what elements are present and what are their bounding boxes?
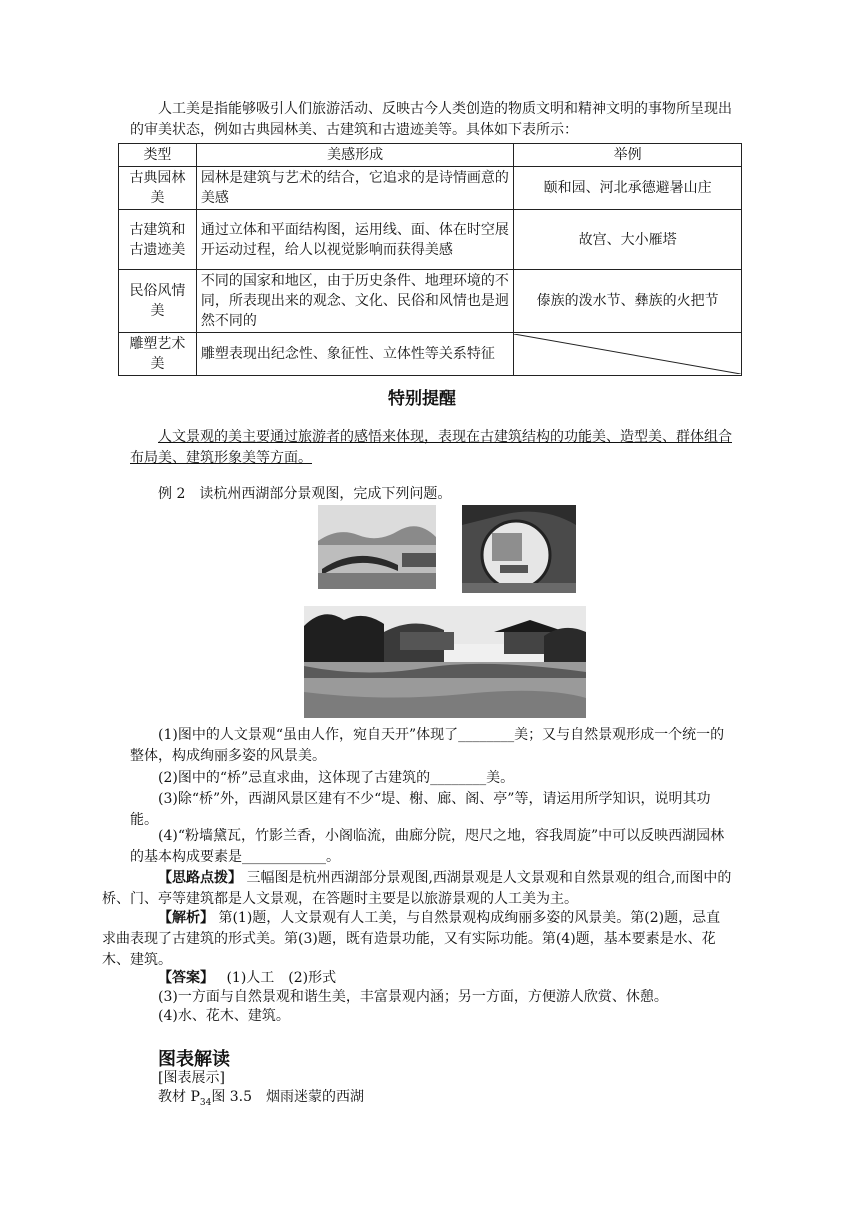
answer-3: (3)一方面与自然景观和谐生美，丰富景观内涵；另一方面，方便游人欣赏、休憩。 [158,989,668,1005]
question-4 [102,826,732,868]
table-cell-example: 傣族的泼水节、彝族的火把节 [514,270,742,333]
table-cell-form: 园林是建筑与艺术的结合，它追求的是诗情画意的美感 [196,167,513,210]
question-3 [102,789,732,831]
answer-4: (4)水、花木、建筑。 [158,1008,290,1024]
table-header: 美感形成 [196,144,513,167]
question-2: (2)图中的“桥”忌直求曲，这体现了古建筑的________美。 [158,770,515,786]
question-1-text: (1)图中的人文景观“虽由人作，宛自天开”体现了________美；又与自然景观形成一个统一的整体，构成绚丽多姿的风景美。 [130,727,725,764]
table-cell-form: 雕塑表现出纪念性、象征性、立体性等关系特征 [196,333,513,376]
chart-section-title: 图表解读 [158,1049,230,1070]
figure-caption [158,1087,364,1114]
answer-label: 【答案】 [158,970,214,986]
hint-text: 三幅图是杭州西湖部分景观图,西湖景观是人文景观和自然景观的组合,而图中的桥、门、亭等建筑都是人文景观，在答题时主要是以旅游景观的人工美为主。 [102,870,732,907]
table-cell-example: 故宫、大小雁塔 [514,210,742,270]
table-cell-type: 雕塑艺术美 [119,333,197,376]
analysis-label: 【解析】 [158,910,214,926]
intro-paragraph: 人工美是指能够吸引人们旅游活动、反映古今人类创造的物质文明和精神文明的事物所呈现出的审美状态，例如古典园林美、古建筑和古遗迹美等。具体如下表所示： [130,101,732,138]
reminder-text: 人文景观的美主要通过旅游者的感悟来体现，表现在古建筑结构的功能美、造型美、群体组合布局美、建筑形象美等方面。 [130,429,732,466]
table-header: 举例 [514,144,742,167]
artificial-beauty-table [118,143,742,376]
table-cell-type: 古典园林美 [119,167,197,210]
table-row [119,270,742,333]
table-row [119,333,742,376]
diagonal-slash [514,334,741,374]
question-4-text: (4)“粉墙黛瓦，竹影兰香，小阁临流，曲廊分院，咫尺之地，容我周旋”中可以反映西湖园林的基本构成要素是____________。 [130,828,725,865]
moon-gate-photo [462,505,576,593]
table-row [119,210,742,270]
answer-line [158,968,732,989]
table-cell-type: 民俗风情美 [119,270,197,333]
table-row [119,167,742,210]
hint-label: 【思路点拨】 [158,870,242,886]
chart-section-sub: [图表展示] [158,1070,225,1086]
example-prompt: 例 2 读杭州西湖部分景观图，完成下列问题。 [158,486,452,502]
analysis-text: 第(1)题，人文景观有人工美，与自然景观构成绚丽多姿的风景美。第(2)题，忌直求曲表现了古建筑的形式美。第(3)题，既有造景功能，又有实际功能。第(4)题，基本要素是水、花木、建筑。 [102,910,721,968]
analysis-paragraph [102,908,732,971]
table-header-row [119,144,742,167]
table-cell-form: 不同的国家和地区，由于历史条件、地理环境的不同，所表现出来的观念、文化、民俗和风情也是迥然不同的 [196,270,513,333]
hint-paragraph [102,868,732,910]
answer-1-2: (1)人工 (2)形式 [226,970,337,986]
reminder-title: 特别提醒 [388,389,456,409]
table-header: 类型 [119,144,197,167]
table-cell-example: 颐和园、河北承德避暑山庄 [514,167,742,210]
table-cell-type: 古建筑和古遗迹美 [119,210,197,270]
table-cell-example-empty [514,333,742,376]
pavilion-pond-photo [304,606,586,718]
table-cell-form: 通过立体和平面结构图，运用线、面、体在时空展开运动过程，给人以视觉影响而获得美感 [196,210,513,270]
caption-page: 34 [199,1097,212,1108]
question-1 [102,725,732,767]
caption-post: 图 3.5 烟雨迷蒙的西湖 [211,1089,365,1105]
bridge-lake-photo [318,505,436,589]
caption-pre: 教材 P [158,1089,200,1105]
question-3-text: (3)除“桥”外，西湖风景区建有不少“堤、榭、廊、阁、亭”等，请运用所学知识，说明其功能。 [130,791,711,828]
